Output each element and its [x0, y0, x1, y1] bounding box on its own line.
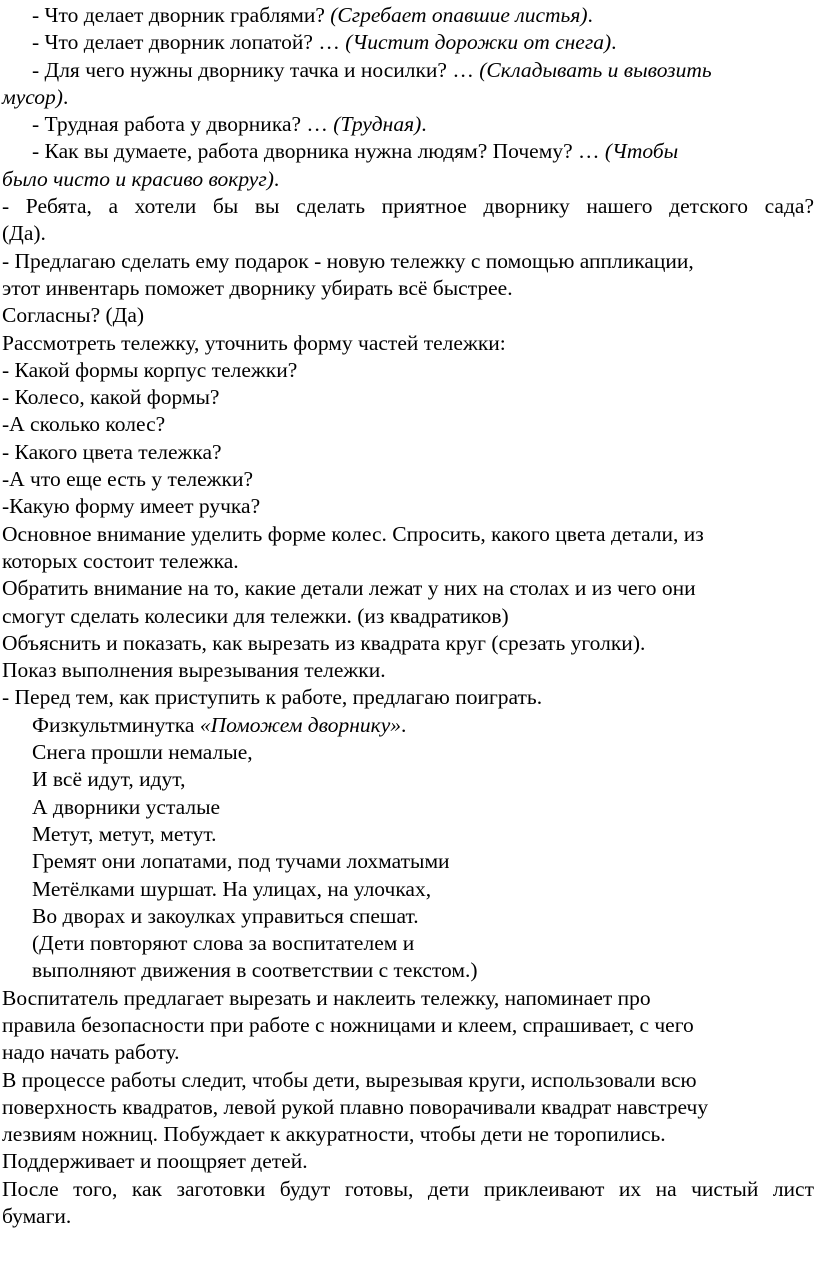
text-line: Показ выполнения вырезывания тележки.: [2, 658, 386, 683]
poem-line: Во дворах и закоулках управиться спешат.: [32, 903, 419, 928]
dialogue-line: было чисто и красиво вокруг).: [2, 166, 280, 191]
dialogue-line: - Трудная работа у дворника? … (Трудная).: [32, 112, 427, 137]
text-line: этот инвентарь поможет дворнику убирать всё быстрее.: [2, 275, 513, 300]
text-line: надо начать работу.: [2, 1040, 180, 1065]
poem-line: Метут, метут, метут.: [32, 821, 217, 846]
answer-text: мусор): [2, 84, 63, 109]
cart-questions: [2, 302, 816, 520]
poem-note: выполняют движения в соответствии с текстом.): [32, 958, 478, 983]
text-line: поверхность квадратов, левой рукой плавно поворачивали квадрат навстречу: [2, 1094, 709, 1119]
poem-line: Гремят они лопатами, под тучами лохматыми: [32, 849, 450, 874]
poem-note: (Дети повторяют слова за воспитателем и: [32, 931, 415, 956]
paragraph-gift-offer: [2, 248, 816, 303]
text-line: (Да).: [2, 221, 46, 246]
poem-title: Физкультминутка «Поможем дворнику».: [32, 712, 407, 737]
instructions-block: [2, 630, 816, 712]
dialogue-line: - Что делает дворник граблями? (Сгребает опавшие листья).: [32, 3, 593, 27]
question-item: -А сколько колес?: [2, 412, 166, 437]
text-line: - Предлагаю сделать ему подарок - новую тележку с помощью аппликации,: [2, 248, 694, 273]
answer-text: (Чистит дорожки от снега): [345, 30, 612, 55]
poem-line: А дворники усталые: [32, 794, 221, 819]
paragraph-table-details: [2, 575, 816, 630]
text-line: Воспитатель предлагает вырезать и наклеить тележку, напоминает про: [2, 985, 651, 1010]
text-line: После того, как заготовки будут готовы, дети приклеивают их на чистый лист: [2, 1176, 814, 1201]
paragraph-work-process: [2, 1067, 816, 1176]
answer-text: (Трудная): [333, 112, 422, 137]
text-line: Обратить внимание на то, какие детали лежат у них на столах и из чего они: [2, 576, 696, 601]
poem-line: Снега прошли немалые,: [32, 740, 253, 765]
question-item: -А что еще есть у тележки?: [2, 467, 254, 492]
text-line: смогут сделать колесики для тележки. (из квадратиков): [2, 603, 509, 628]
text-line: лезвиям ножниц. Побуждает к аккуратности, чтобы дети не торопились.: [2, 1122, 666, 1147]
question-item: - Какого цвета тележка?: [2, 439, 222, 464]
text-line: бумаги.: [2, 1204, 72, 1229]
question-item: -Какую форму имеет ручка?: [2, 494, 261, 519]
dialogue-line: - Как вы думаете, работа дворника нужна людям? Почему? … (Чтобы: [32, 139, 679, 164]
text-line: Объяснить и показать, как вырезать из квадрата круг (срезать уголки).: [2, 630, 646, 655]
poem-line: Метёлками шуршат. На улицах, на улочках,: [32, 876, 432, 901]
text-line: - Перед тем, как приступить к работе, предлагаю поиграть.: [2, 685, 543, 710]
answer-text: было чисто и красиво вокруг): [2, 166, 274, 191]
paragraph-question-gift: [2, 193, 816, 248]
question-item: - Какой формы корпус тележки?: [2, 357, 298, 382]
question-item: - Колесо, какой формы?: [2, 385, 220, 410]
poem-block: [2, 712, 816, 985]
text-line: которых состоит тележка.: [2, 548, 239, 573]
text-line: Согласны? (Да): [2, 303, 145, 328]
paragraph-teacher-offers: [2, 985, 816, 1067]
poem-line: И всё идут, идут,: [32, 767, 186, 792]
answer-text: (Складывать и вывозить: [479, 57, 712, 82]
text-line: - Ребята, а хотели бы вы сделать приятное дворнику нашего детского сада?: [2, 194, 814, 219]
dialogue-line: - Что делает дворник лопатой? … (Чистит дорожки от снега).: [32, 30, 617, 55]
dialogue-block: [2, 2, 816, 193]
text-line: Основное внимание уделить форме колес. Спросить, какого цвета детали, из: [2, 521, 704, 546]
answer-text: (Чтобы: [604, 139, 679, 164]
text-line: Поддерживает и поощряет детей.: [2, 1149, 308, 1174]
paragraph-wheel-shape: [2, 521, 816, 576]
dialogue-line: - Для чего нужны дворнику тачка и носилки? … (Складывать и вывозить: [32, 57, 712, 82]
text-line: Рассмотреть тележку, уточнить форму частей тележки:: [2, 330, 506, 355]
dialogue-line: мусор).: [2, 84, 69, 109]
text-line: правила безопасности при работе с ножницами и клеем, спрашивает, с чего: [2, 1012, 694, 1037]
paragraph-gluing: [2, 1176, 816, 1231]
text-line: В процессе работы следит, чтобы дети, вырезывая круги, использовали всю: [2, 1067, 697, 1092]
answer-text: (Сгребает опавшие листья): [330, 3, 588, 27]
